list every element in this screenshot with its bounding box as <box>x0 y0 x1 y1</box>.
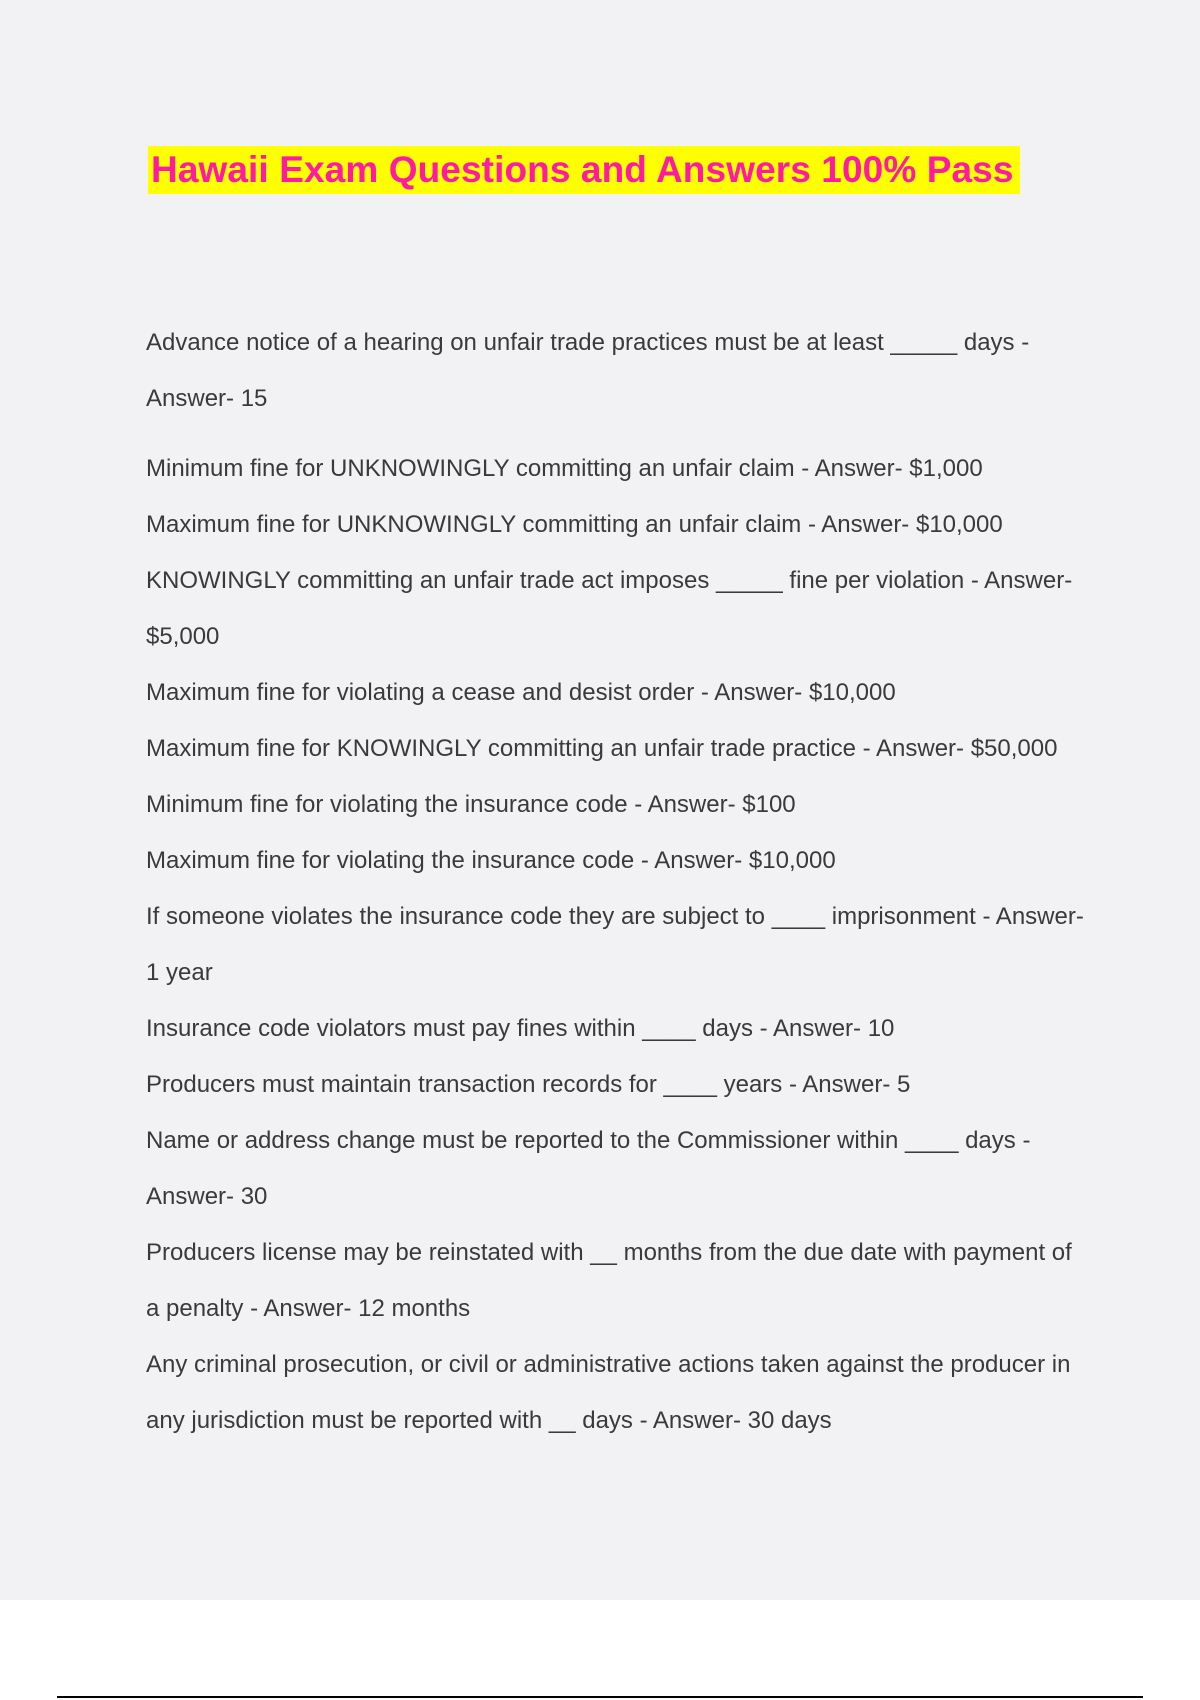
qa-item: Name or address change must be reported to the Commissioner within ____ days - Answer- 30 <box>146 1127 1031 1210</box>
qa-item: KNOWINGLY committing an unfair trade act imposes _____ fine per violation - Answer- $5,000 <box>146 567 1073 650</box>
qa-item: Producers license may be reinstated with __ months from the due date with payment of a penalty - Answer- 12 months <box>146 1239 1072 1322</box>
qa-item: If someone violates the insurance code they are subject to ____ imprisonment - Answer- 1 year <box>146 903 1084 986</box>
qa-item: Any criminal prosecution, or civil or administrative actions taken against the producer in any jurisdiction must be reported with __ days - Answer- 30 days <box>146 1351 1071 1434</box>
qa-item: Minimum fine for violating the insurance code - Answer- $100 <box>146 791 796 818</box>
qa-item: Maximum fine for violating a cease and desist order - Answer- $10,000 <box>146 679 896 706</box>
qa-item: Maximum fine for violating the insurance code - Answer- $10,000 <box>146 847 836 874</box>
qa-list <box>146 315 1086 1449</box>
title-highlight <box>148 146 1020 194</box>
qa-item: Maximum fine for UNKNOWINGLY committing an unfair claim - Answer- $10,000 <box>146 511 1003 538</box>
document-title: Hawaii Exam Questions and Answers 100% Pass <box>151 149 1014 190</box>
qa-item: Advance notice of a hearing on unfair trade practices must be at least _____ days - Answer- 15 <box>146 329 1030 412</box>
qa-item: Maximum fine for KNOWINGLY committing an unfair trade practice - Answer- $50,000 <box>146 735 1058 762</box>
qa-item: Insurance code violators must pay fines within ____ days - Answer- 10 <box>146 1015 895 1042</box>
qa-item: Producers must maintain transaction records for ____ years - Answer- 5 <box>146 1071 911 1098</box>
qa-item: Minimum fine for UNKNOWINGLY committing an unfair claim - Answer- $1,000 <box>146 455 983 482</box>
bottom-divider <box>57 1696 1143 1698</box>
